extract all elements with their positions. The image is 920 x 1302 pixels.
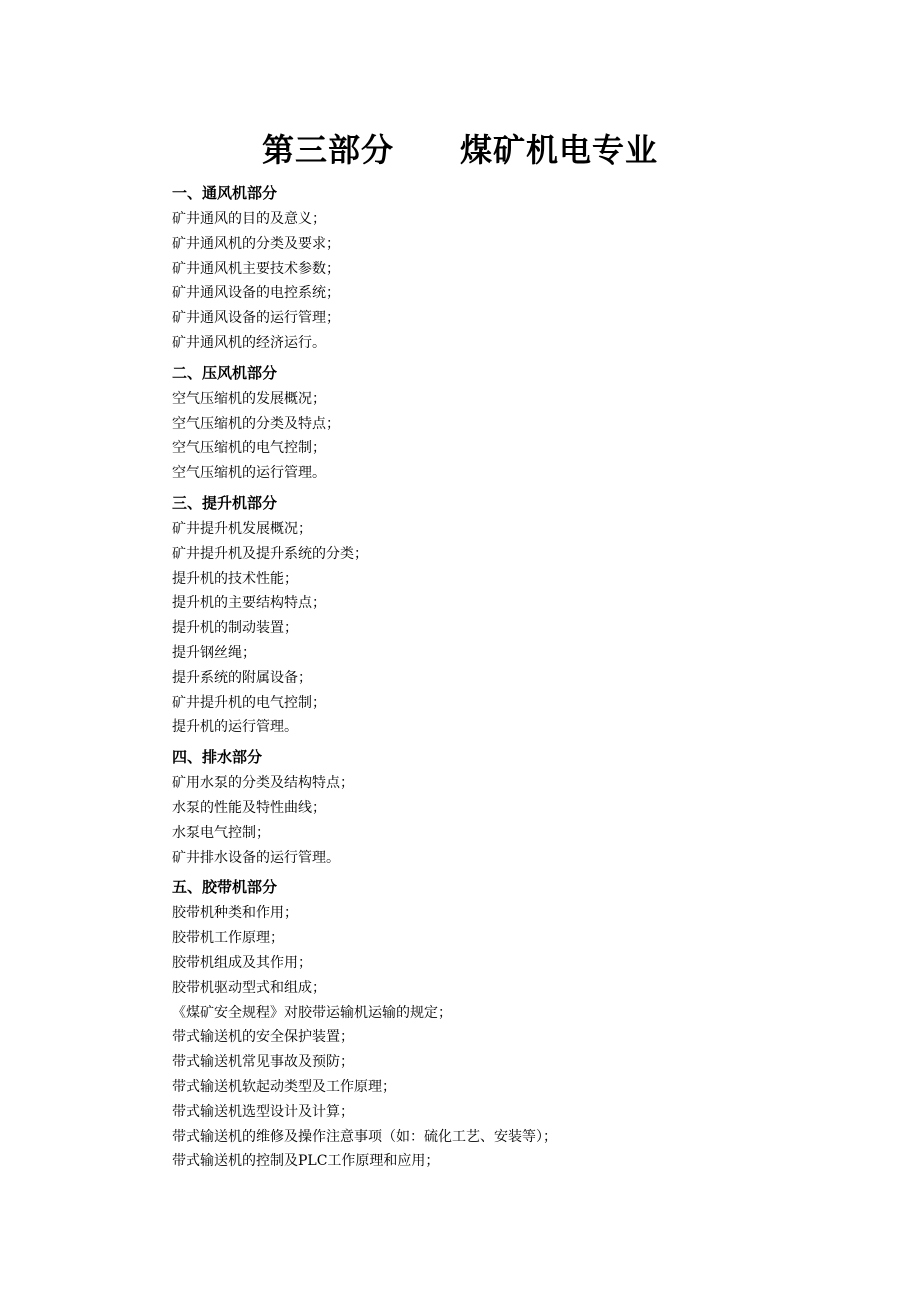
- list-item: 矿井通风设备的电控系统；: [172, 285, 340, 302]
- list-item: 提升机的主要结构特点；: [172, 595, 326, 612]
- list-item: 胶带机驱动型式和组成；: [172, 979, 326, 996]
- list-item: 提升机的运行管理。: [172, 719, 298, 736]
- list-item: 空气压缩机的运行管理。: [172, 465, 326, 482]
- section-ventilator: [172, 180, 872, 356]
- list-item: 带式输送机选型设计及计算；: [172, 1103, 354, 1120]
- document-body: [172, 180, 872, 1178]
- list-item: 矿井通风机的分类及要求；: [172, 235, 340, 252]
- list-item: 带式输送机软起动类型及工作原理；: [172, 1078, 396, 1095]
- section-heading: 五、胶带机部分: [172, 878, 278, 897]
- list-item: 提升钢丝绳；: [172, 644, 256, 661]
- document-title: 第三部分 煤矿机电专业: [261, 131, 658, 169]
- list-item: 空气压缩机的分类及特点；: [172, 415, 340, 432]
- list-item: 胶带机组成及其作用；: [172, 954, 312, 971]
- list-item: 矿井提升机发展概况；: [172, 520, 312, 537]
- list-item: 水泵电气控制；: [172, 824, 270, 841]
- list-item: 矿井提升机及提升系统的分类；: [172, 545, 368, 562]
- section-hoist: [172, 490, 872, 740]
- list-item: 空气压缩机的发展概况；: [172, 390, 326, 407]
- list-item: 矿井通风的目的及意义；: [172, 211, 326, 227]
- list-item: 提升机的制动装置；: [172, 620, 298, 637]
- section-heading: 一、通风机部分: [172, 184, 278, 202]
- section-heading: 三、提升机部分: [172, 493, 278, 512]
- list-item: 矿井排水设备的运行管理。: [172, 849, 340, 866]
- list-item: 《煤矿安全规程》对胶带运输机运输的规定；: [172, 1004, 452, 1021]
- list-item: 带式输送机的安全保护装置；: [172, 1029, 354, 1046]
- list-item: 带式输送机常见事故及预防；: [172, 1054, 354, 1071]
- section-heading: 二、压风机部分: [172, 363, 278, 382]
- section-heading: 四、排水部分: [172, 748, 263, 767]
- list-item: 提升机的技术性能；: [172, 570, 298, 587]
- list-item: 水泵的性能及特性曲线；: [172, 799, 326, 816]
- list-item: 矿井通风机的经济运行。: [172, 334, 326, 351]
- list-item: 矿井通风机主要技术参数；: [172, 260, 340, 277]
- list-item: 空气压缩机的电气控制；: [172, 440, 326, 457]
- list-item: 提升系统的附属设备；: [172, 669, 312, 686]
- list-item: 矿井提升机的电气控制；: [172, 694, 326, 711]
- list-item: 胶带机种类和作用；: [172, 905, 298, 922]
- list-item: 带式输送机的维修及操作注意事项（如：硫化工艺、安装等）；: [172, 1128, 557, 1145]
- section-belt-conveyor: [172, 874, 872, 1174]
- list-item: 矿用水泵的分类及结构特点；: [172, 775, 354, 792]
- list-item: 带式输送机的控制及PLC工作原理和应用；: [172, 1153, 440, 1170]
- section-drainage: [172, 744, 872, 870]
- list-item: 胶带机工作原理；: [172, 930, 284, 947]
- section-air-compressor: [172, 360, 872, 486]
- list-item: 矿井通风设备的运行管理；: [172, 310, 340, 327]
